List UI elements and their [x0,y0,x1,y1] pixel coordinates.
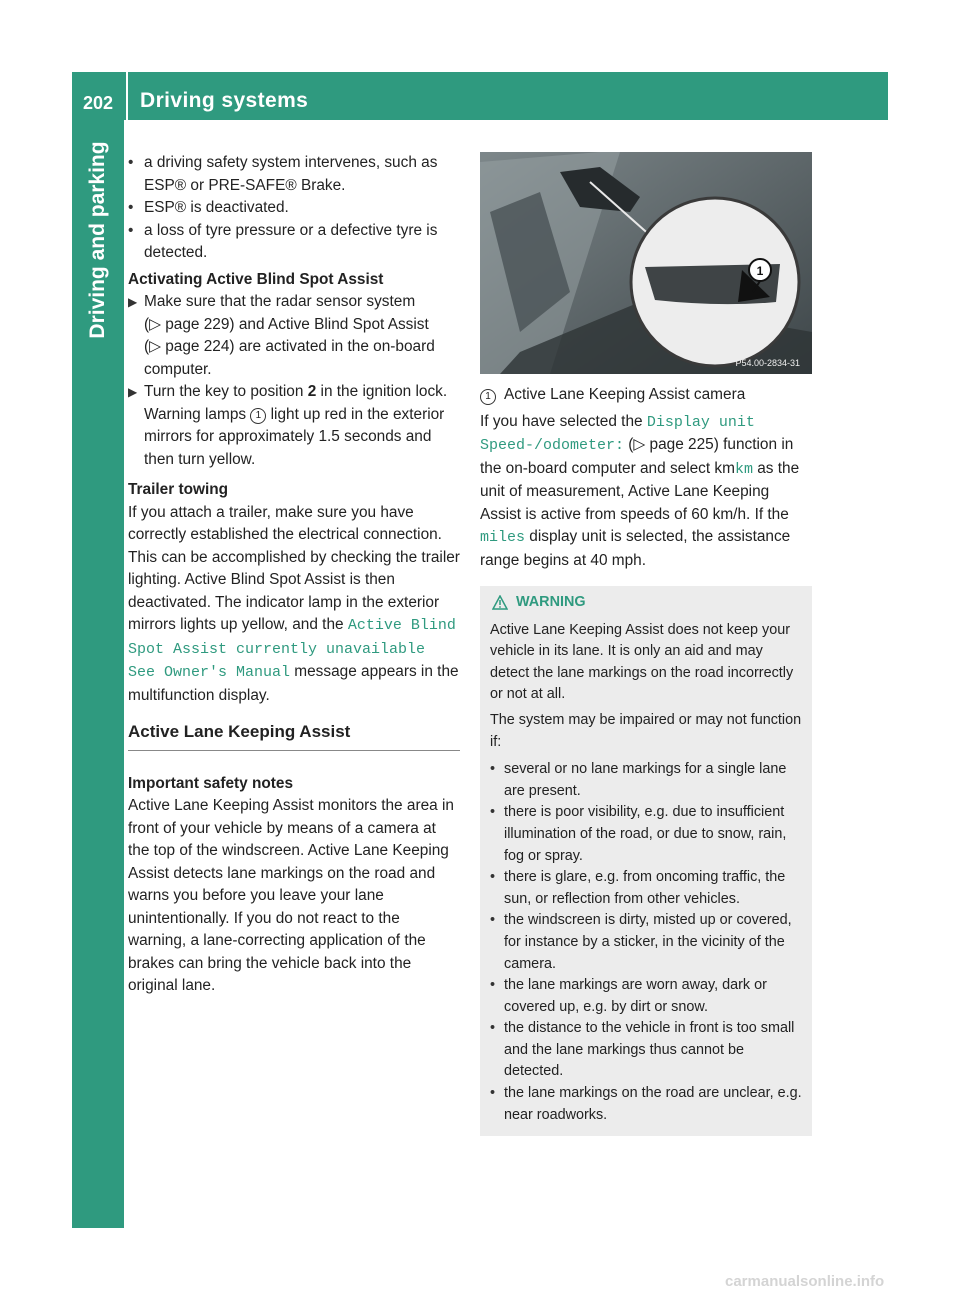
step1-line-b: (▷ page 229) and Active Blind Spot Assist [144,315,429,333]
warning-heading [490,592,802,614]
step-text [144,291,460,381]
warning-triangle-icon [492,595,508,610]
bullet-text: a driving safety system intervenes, such as ESP® or PRE-SAFE® Brake. [144,154,438,194]
figure-code: P54.00-2834-31 [735,358,800,368]
trailer-text [128,502,460,708]
step2-text-b: in the ignition lock. [316,383,448,400]
warning-label: WARNING [516,594,586,610]
left-column [128,152,460,998]
step2-text-a: Turn the key to position [144,383,308,400]
chapter-label: Driving and parking [86,141,109,339]
bullet-marker: • [128,199,134,216]
km-unit: km [734,460,753,478]
bullet-marker: • [490,761,496,778]
bullet-text: a loss of tyre pressure or a defective tyre is detected. [144,221,438,261]
bullet-text: ESP® is deactivated. [144,199,289,216]
list-item [490,759,802,802]
warning-lamps-text-b: light up red in the exterior mirrors for approximately 1.5 seconds and then turn yellow. [144,405,445,468]
bullet-marker: • [490,1085,496,1102]
camera-figure [480,152,812,374]
warning-box [480,586,812,1136]
para-text-d: display unit is selected, the assistance range begins at 40 mph. [480,528,791,569]
list-item [128,197,460,220]
list-item [490,1083,802,1126]
list-item [490,802,802,867]
bullet-text: several or no lane markings for a single lane are present. [504,761,787,799]
step1-line-c: (▷ page 224) are activated in the on-board [144,338,435,355]
trailer-text-a: If you attach a trailer, make sure you have correctly established the electrical connection. This can be accomplished by checking the trailer lighting. Active Blind Spot Assist is then deactivated. The indicator lamp in the exterior mirrors lights up yellow, and the [128,503,460,633]
page-header [72,72,888,120]
bullet-text: the lane markings are worn away, dark or covered up, e.g. by dirt or snow. [504,977,767,1015]
ignition-position: 2 [307,383,317,400]
step-arrow-icon: ▶ [128,385,138,399]
trailer-display-message: Active Blind Spot Assist currently unavailable See Owner's Manual [128,617,456,681]
figure-caption [480,384,812,407]
bullet-marker: • [128,154,134,171]
list-item [490,867,802,910]
step-text [144,381,460,471]
callout-1-icon: 1 [480,389,496,405]
callout-1-icon: 1 [250,408,266,424]
step1-line-a: Make sure that the radar sensor system [144,293,416,310]
bullet-marker: • [128,221,134,239]
bullet-text: there is glare, e.g. from oncoming traffic, the sun, or reflection from other vehicles. [504,869,786,907]
list-item [128,220,460,265]
bullet-text: the distance to the vehicle in front is too small and the lane markings thus cannot be detected. [504,1020,795,1080]
para-text-c: as the unit of measurement, Active Lane Keeping Assist is active from speeds of 60 km/h. If the [480,459,800,523]
miles-unit: miles [480,529,526,546]
caption-text: Active Lane Keeping Assist camera [504,386,746,403]
page-number: 202 [82,93,114,113]
step-arrow-icon: ▶ [128,295,138,309]
trailer-text-b: message appears in the multifunction display. [128,663,459,704]
display-unit-menu: Display unit Speed-/odometer: [480,413,755,454]
list-item [490,975,802,1018]
chapter-label-box [72,120,124,360]
step-item [128,291,460,381]
header-divider [126,72,128,120]
bullet-text: the lane markings on the road are unclear, e.g. near roadworks. [504,1085,802,1123]
display-unit-paragraph [480,411,812,573]
bullet-marker: • [490,804,496,821]
safety-heading: Important safety notes [128,774,294,792]
warning-text: The system may be impaired or may not function if: [490,711,802,750]
windscreen-camera-illustration [480,152,812,374]
watermark: carmanualsonline.info [725,1273,885,1290]
bullet-marker: • [490,1020,496,1037]
section-title: Active Lane Keeping Assist [128,721,460,751]
page-title: Driving systems [140,89,309,112]
right-column [480,152,812,1136]
step1-line-d: computer. [144,360,212,378]
bullet-marker: • [490,977,496,994]
list-item [128,152,460,197]
trailer-heading: Trailer towing [128,481,229,498]
warning-text: Active Lane Keeping Assist does not keep your vehicle in its lane. It is only an aid and may detect the lane markings on the road incorrectly or not at all. [490,621,794,703]
warning-lamps-text: Warning lamps [144,405,251,423]
figure-marker: 1 [756,264,764,278]
para-text-a: If you have selected the [480,412,647,430]
list-item [490,910,802,975]
bullet-text: the windscreen is dirty, misted up or covered, for instance by a sticker, in the vicinity of the camera. [504,912,792,972]
caption-ref [480,384,504,407]
safety-text: Active Lane Keeping Assist monitors the area in front of your vehicle by means of a camera at the top of the windscreen. Active Lane Keeping Assist detects lane markings on the road and warns you before you leave your lane unintentionally. If you do not react to the warning, a lane-correcting application of the brakes can bring the vehicle back into the original lane. [128,797,454,994]
activating-heading: Activating Active Blind Spot Assist [128,270,384,288]
step-item [128,381,460,471]
bullet-text: there is poor visibility, e.g. due to insufficient illumination of the road, or due to snow, rain, fog or spray. [504,804,787,864]
bullet-marker: • [490,869,496,886]
bullet-marker: • [490,912,496,929]
list-item [490,1018,802,1083]
para-text-b: (▷ page 225) function in the on-board computer and select km [480,436,794,477]
